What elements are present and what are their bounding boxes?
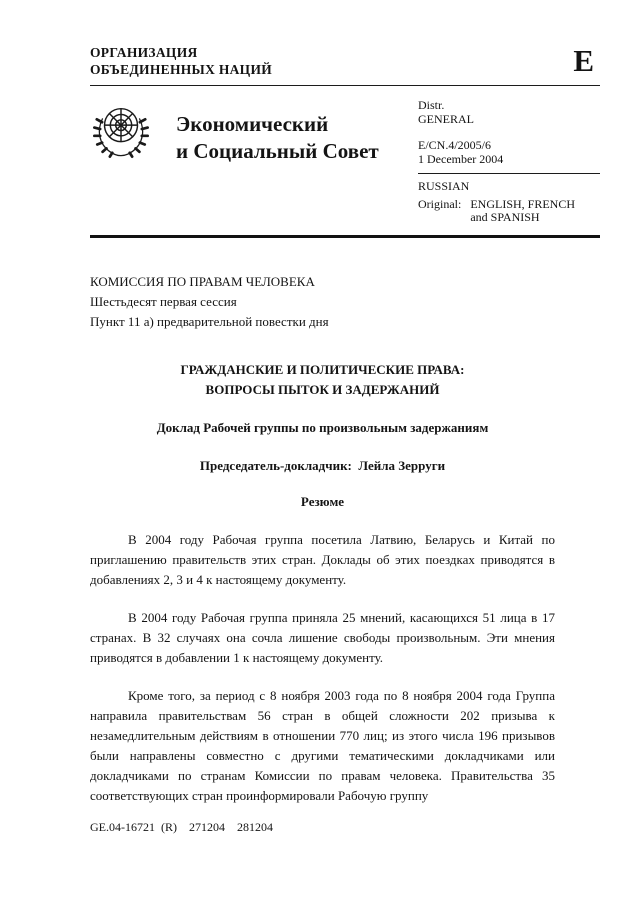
report-subtitle: Доклад Рабочей группы по произвольным задержаниям bbox=[156, 419, 489, 435]
document-series-letter: E bbox=[573, 43, 594, 78]
masthead bbox=[90, 86, 600, 225]
council-title-line1: Экономический bbox=[176, 112, 329, 136]
doc-date: 1 December 2004 bbox=[418, 151, 504, 166]
un-org-name bbox=[90, 44, 272, 78]
original-line1: ENGLISH, FRENCH bbox=[470, 196, 575, 211]
summary-paragraph-1: В 2004 году Рабочая группа посетила Латвию, Беларусь и Китай по приглашению правительств этих стран. Доклады об этих поездках приводятся в добавлениях 2, 3 и 4 к настоящему документу. bbox=[90, 531, 555, 587]
un-org-name-line1: ОРГАНИЗАЦИЯ bbox=[90, 45, 198, 60]
original-label: Original: bbox=[418, 196, 462, 211]
agenda-item: Пункт 11 а) предварительной повестки дня bbox=[90, 313, 329, 329]
chairperson-line: Председатель-докладчик: Лейла Зерруги bbox=[199, 457, 446, 473]
doc-info-block bbox=[418, 99, 600, 225]
session-block bbox=[90, 272, 555, 332]
original-languages bbox=[418, 198, 600, 225]
distr-label: Distr. bbox=[418, 98, 445, 112]
distr-value: GENERAL bbox=[418, 111, 474, 126]
document-body bbox=[90, 272, 600, 806]
commission-name: КОМИССИЯ ПО ПРАВАМ ЧЕЛОВЕКА bbox=[90, 273, 315, 289]
session-number: Шестьдесят первая сессия bbox=[90, 293, 237, 309]
council-title-line2: и Социальный Совет bbox=[176, 139, 379, 163]
document-title bbox=[90, 360, 555, 400]
summary-heading: Резюме bbox=[300, 493, 345, 509]
original-line2: and SPANISH bbox=[470, 210, 540, 224]
council-title bbox=[176, 111, 379, 225]
document-reference: GE.04-16721 (R) 271204 281204 bbox=[90, 820, 273, 834]
un-org-name-line2: ОБЪЕДИНЕННЫХ НАЦИЙ bbox=[90, 62, 273, 77]
doc-language: RUSSIAN bbox=[418, 179, 470, 193]
summary-paragraph-2: В 2004 году Рабочая группа приняла 25 мнений, касающихся 51 лица в 17 странах. В 32 случаях она сочла лишение свободы произвольным. Эти мнения приводятся в добавлении 1 к настоящему документу. bbox=[90, 609, 555, 665]
original-language-list bbox=[470, 198, 575, 225]
document-title-line1: ГРАЖДАНСКИЕ И ПОЛИТИЧЕСКИЕ ПРАВА: bbox=[180, 361, 465, 377]
document-header bbox=[90, 0, 600, 78]
un-emblem-icon bbox=[90, 99, 152, 225]
summary-paragraph-3: Кроме того, за период с 8 ноября 2003 года по 8 ноября 2004 года Группа направила правительствам 56 стран в общей сложности 202 призыва к незамедлительным действиям в отношении 770 лиц; из этого числа 196 призывов были направлены совместно с другими тематическими докладчиками или докладчиками по странам Комиссии по правам человека. Правительства 35 соответствующих стран проинформировали Рабочую группу bbox=[90, 687, 555, 803]
doc-symbol: E/CN.4/2005/6 bbox=[418, 138, 492, 152]
document-title-line2: ВОПРОСЫ ПЫТОК И ЗАДЕРЖАНИЙ bbox=[205, 381, 440, 397]
doc-info-rule bbox=[418, 173, 600, 174]
masthead-rule bbox=[90, 235, 600, 238]
